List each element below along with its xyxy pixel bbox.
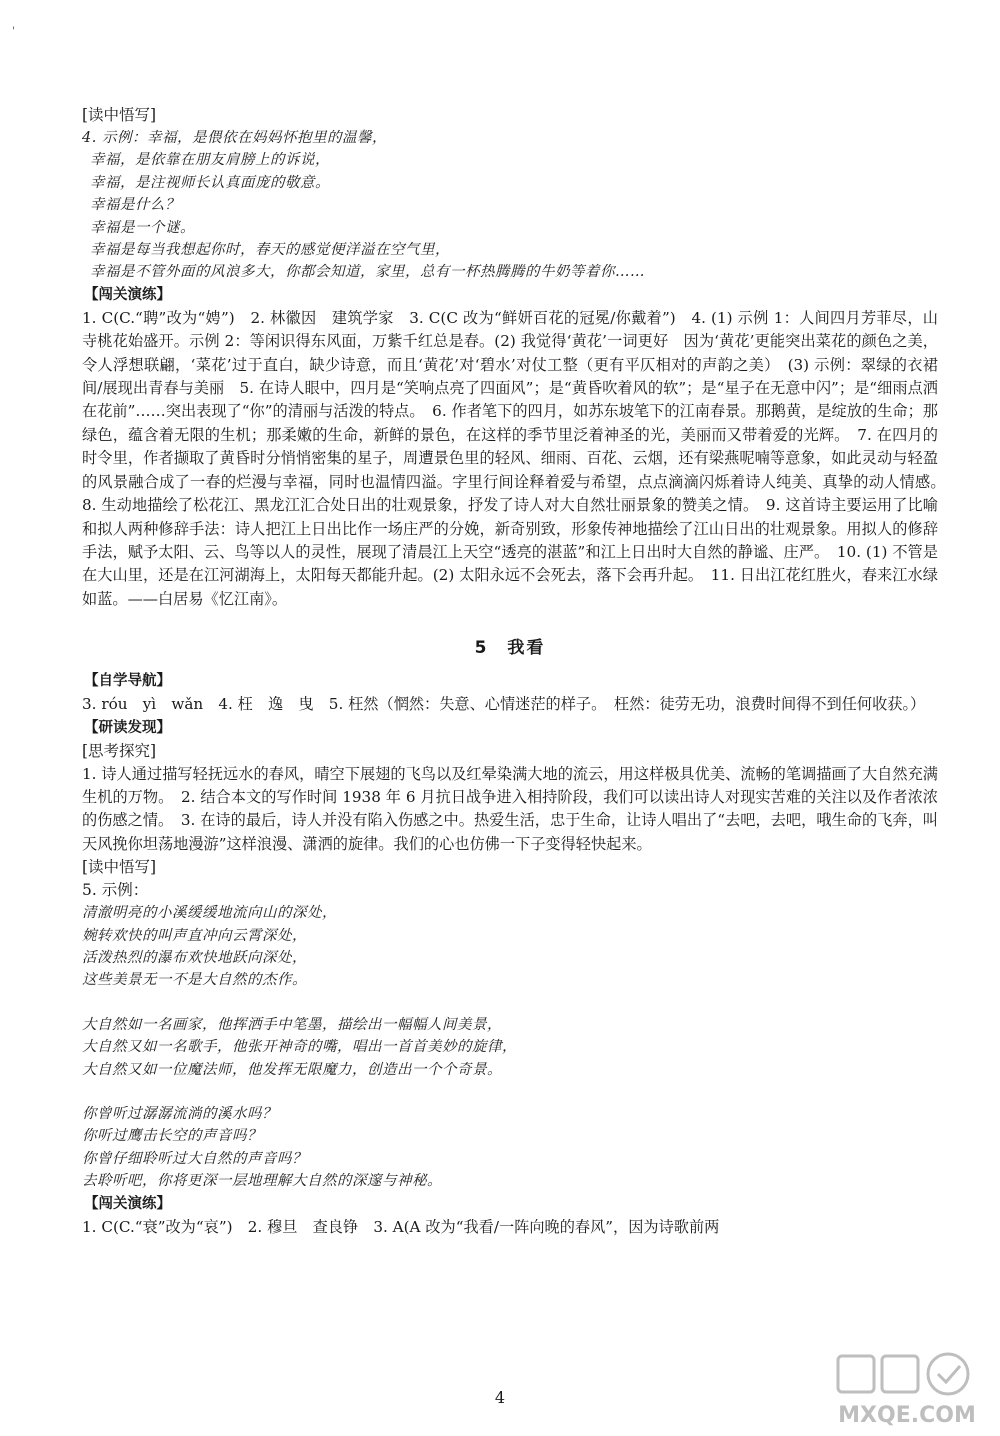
document-page: [82, 104, 954, 1239]
answer-paragraph-1: 1. C(C.“聘”改为“娉”) 2. 林徽因 建筑学家 3. C(C 改为“鲜妍百花的冠冕/你戴着”) 4. (1) 示例 1：人间四月芳菲尽，山寺桃花始盛开。示例 2：等闲识得东风面，万紫千红总是春。(2) 我觉得‘黄花’一词更好 因为‘黄花’更能突出菜花的颜色之美，令人浮想联翩，‘菜花’过于直白，缺少诗意，而且‘黄花’对‘碧水’对仗工整（更有平仄相对的声韵之美） (3) 示例：翠绿的衣裙间/展现出青春与美丽 5. 在诗人眼中，四月是“笑响点亮了四面风”；是“黄昏吹着风的软”；是“星子在无意中闪”；是“细雨点洒在花前”……突出表现了“你”的清丽与活泼的特点。 6. 作者笔下的四月，如苏东坡笔下的江南春景。那鹅黄，是绽放的生命；那绿色，蕴含着无限的生机；那柔嫩的生命，新鲜的景色，在这样的季节里泛着神圣的光，美丽而又带着爱的光辉。 7. 在四月的时令里，作者撷取了黄昏时分悄悄密集的星子，周遭景色里的轻风、细雨、百花、云烟，还有梁燕呢喃等意象，如此灵动与轻盈的风景融合成了一春的烂漫与幸福，同时也温情四溢。字里行间诠释着爱与希望，点点滴滴闪烁着诗人纯美、真挚的动人情感。 8. 生动地描绘了松花江、黑龙江汇合处日出的壮观景象，抒发了诗人对大自然壮丽景象的赞美之情。 9. 这首诗主要运用了比喻和拟人两种修辞手法：诗人把江上日出比作一场庄严的分娩，新奇别致，形象传神地描绘了江山日出的壮观景象。用拟人的修辞手法，赋予太阳、云、鸟等以人的灵性，展现了清晨江上天空“透亮的湛蓝”和江上日出时大自然的静谧、庄严。 10. (1) 不管是在大山里，还是在江河湖海上，太阳每天都能升起。(2) 太阳永远不会死去，落下会再升起。 11. 日出江花红胜火，春来江水绿如蓝。——白居易《忆江南》。: [82, 308, 954, 608]
watermark-logo: [832, 1352, 982, 1428]
read-write-label-2: [读中悟写]: [82, 858, 157, 877]
handwriting-line: 4. 示例：幸福，是偎依在妈妈怀抱里的温馨，: [82, 130, 387, 146]
think-explore-label: [思考探究]: [82, 741, 157, 760]
handwriting-block-1: [82, 127, 938, 284]
example-label: 5. 示例：: [82, 881, 149, 900]
handwriting-line: 你曾听过潺潺流淌的溪水吗？: [82, 1106, 277, 1122]
think-explore-paragraph: 1. 诗人通过描写轻抚远水的春风，晴空下展翅的飞鸟以及红晕染满大地的流云，用这样极具优美、流畅的笔调描画了大自然充满生机的万物。 2. 结合本文的写作时间 1938 年 6 月抗日战争进入相持阶段，我们可以读出诗人对现实苦难的关注以及作者浓浓的伤感之情。 3. 在诗的最后，诗人并没有陷入伤感之中。热爱生活，忠于生命，让诗人唱出了“去吧，去吧，哦生命的飞奔，叫天风挽你坦荡地漫游”这样浪漫、潇洒的旋律。我们的心也仿佛一下子变得轻快起来。: [82, 764, 938, 853]
handwriting-line: 幸福，是依靠在朋友肩膀上的诉说，: [90, 152, 330, 169]
page-number: 4: [494, 1388, 506, 1407]
section-head-practice-2: 【闯关演练】: [84, 1195, 171, 1212]
handwriting-line: 你听过鹰击长空的声音吗？: [82, 1128, 262, 1145]
handwriting-line: 清澈明亮的小溪缓缓地流向山的深处，: [82, 905, 337, 922]
handwriting-stanza-2: [82, 1014, 938, 1081]
handwriting-line: 大自然又如一位魔法师，他发挥无限魔力，创造出一个个奇景。: [82, 1061, 502, 1078]
handwriting-line: 大自然又如一名歌手，他张开神奇的嘴，唱出一首首美妙的旋律，: [82, 1039, 517, 1056]
section-head-practice-1: 【闯关演练】: [84, 286, 171, 303]
answer-paragraph-2: 1. C(C.“衰”改为“哀”) 2. 穆旦 查良铮 3. A(A 改为“我看/一阵向晚的春风”，因为诗歌前两: [82, 1217, 720, 1236]
handwriting-line: 幸福是每当我想起你时，春天的感觉便洋溢在空气里，: [90, 242, 450, 259]
handwriting-line: 你曾仔细聆听过大自然的声音吗？: [82, 1150, 307, 1167]
handwriting-line: 婉转欢快的叫声直冲向云霄深处，: [82, 927, 307, 944]
handwriting-line: 幸福是什么？: [90, 197, 180, 214]
section-head-research: 【研读发现】: [84, 719, 171, 736]
handwriting-stanza-1: [82, 902, 938, 992]
chapter-title: 5 我看: [474, 638, 546, 659]
handwriting-line: 活泼热烈的瀑布欢快地跃向深处，: [82, 949, 307, 966]
section-head-self-study: 【自学导航】: [84, 673, 171, 690]
handwriting-line: 幸福是一个谜。: [90, 219, 195, 236]
read-write-label-1: [读中悟写]: [82, 106, 157, 124]
handwriting-stanza-3: [82, 1103, 938, 1193]
handwriting-line: 大自然如一名画家，他挥洒手中笔墨，描绘出一幅幅人间美景，: [82, 1016, 502, 1033]
handwriting-line: 这些美景无一不是大自然的杰作。: [82, 972, 307, 989]
corner-mark: ': [12, 26, 15, 37]
watermark-seal-icon: [832, 1352, 982, 1402]
handwriting-line: 去聆听吧，你将更深一层地理解大自然的深邃与神秘。: [82, 1173, 442, 1190]
self-study-paragraph: 3. róu yì wǎn 4. 枉 逸 曳 5. 枉然（惘然：失意、心情迷茫的样子。 枉然：徒劳无功，浪费时间得不到任何收获。）: [82, 695, 926, 714]
handwriting-line: 幸福是不管外面的风浪多大，你都会知道，家里，总有一杯热腾腾的牛奶等着你……: [90, 264, 645, 281]
handwriting-line: 幸福，是注视师长认真面庞的敬意。: [90, 174, 330, 191]
watermark-text: MXQE.COM: [838, 1403, 976, 1428]
